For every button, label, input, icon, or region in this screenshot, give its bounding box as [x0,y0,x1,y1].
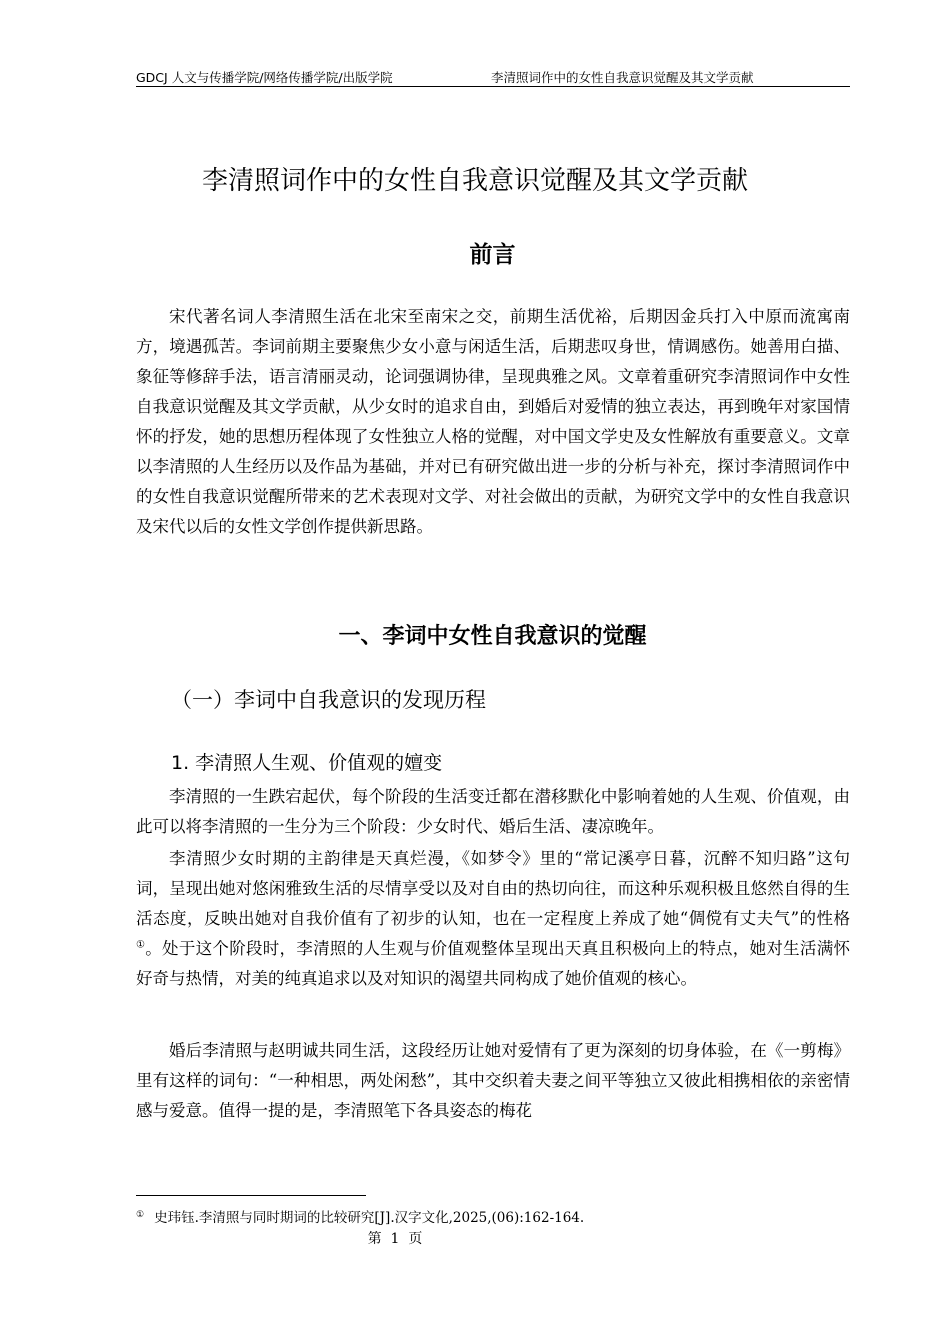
footnote-reference[interactable]: ① [136,939,146,951]
preface-heading: 前言 [469,242,516,268]
paragraph-text: 。处于这个阶段时，李清照的人生观与价值观整体呈现出天真且积极向上的特点，她对生活满怀好奇与热情，对美的纯真追求以及对知识的渴望共同构成了她价值观的核心。 [136,939,851,988]
header-running-title: 李清照词作中的女性自我意识觉醒及其文学贡献 [491,70,754,85]
footnote-separator [136,1195,366,1196]
body-paragraph-1: 李清照的一生跌宕起伏，每个阶段的生活变迁都在潜移默化中影响着她的人生观、价值观，由此可以将李清照的一生分为三个阶段：少女时代、婚后生活、凄凉晚年。 [136,787,850,836]
section-heading: 一、李词中女性自我意识的觉醒 [338,624,647,649]
preface-paragraph: 宋代著名词人李清照生活在北宋至南宋之交，前期生活优裕，后期因金兵打入中原而流寓南方，境遇孤苦。李词前期主要聚焦少女小意与闲适生活，后期悲叹身世，情调感伤。她善用白描、象征等修辞手法，语言清丽灵动，论词强调协律，呈现典雅之风。文章着重研究李清照词作中女性自我意识觉醒及其文学贡献，从少女时的追求自由，到婚后对爱情的独立表达，再到晚年对家国情怀的抒发，她的思想历程体现了女性独立人格的觉醒，对中国文学史及女性解放有重要意义。文章以李清照的人生经历以及作品为基础，并对已有研究做出进一步的分析与补充，探讨李清照词作中的女性自我意识觉醒所带来的艺术表现对文学、对社会做出的贡献，为研究文学中的女性自我意识及宋代以后的女性文学创作提供新思路。 [136,307,850,536]
subsubsection-heading: 1. 李清照人生观、价值观的嬗变 [171,752,443,774]
footnote [136,1206,850,1226]
header-institution: GDCJ 人文与传播学院/网络传播学院/出版学院 [136,70,393,85]
subsection-heading: （一）李词中自我意识的发现历程 [171,688,486,712]
footnote-text: 史玮钰.李清照与同时期词的比较研究[J].汉字文化,2025,(06):162-164. [154,1210,585,1226]
body-paragraph-2 [136,844,850,994]
document-title: 李清照词作中的女性自我意识觉醒及其文学贡献 [201,166,748,196]
paragraph-text: 李清照少女时期的主韵律是天真烂漫，《如梦令》里的“常记溪亭日暮，沉醉不知归路”这句词，呈现出她对悠闲雅致生活的尽情享受以及对自由的热切向往，而这种乐观积极且悠然自得的生活态度，反映出她对自我价值有了初步的认知，也在一定程度上养成了她“倜傥有丈夫气”的性格 [136,849,850,928]
footnote-mark: ① [136,1209,145,1220]
page-header [136,66,850,87]
page-number: 第 1 页 [367,1231,423,1247]
body-paragraph-3: 婚后李清照与赵明诚共同生活，这段经历让她对爱情有了更为深刻的切身体验，在《一剪梅》里有这样的词句：“一种相思，两处闲愁”，其中交织着夫妻之间平等独立又彼此相携相依的亲密情感与爱意。值得一提的是，李清照笔下各具姿态的梅花 [136,1041,850,1120]
